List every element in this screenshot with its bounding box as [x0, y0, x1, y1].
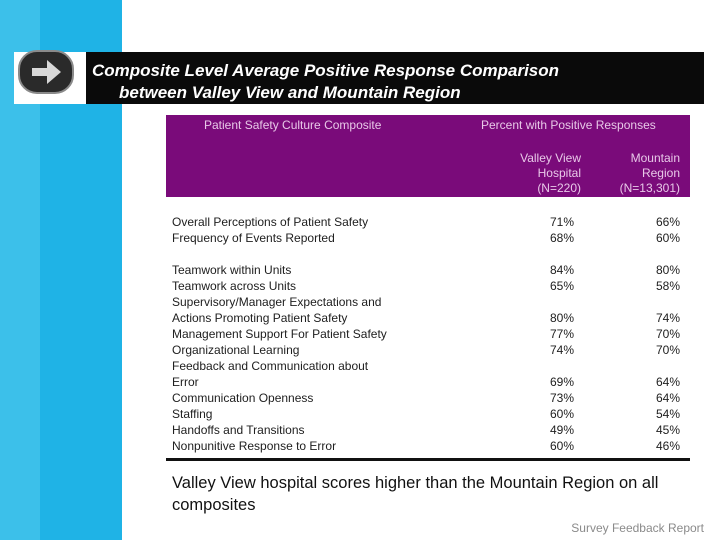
mountain-value: 46% [655, 439, 680, 453]
table-row [166, 422, 690, 438]
table-row [166, 358, 690, 374]
title-line-2: between Valley View and Mountain Region [119, 83, 461, 102]
mountain-value: 74% [655, 311, 680, 325]
table-row [166, 230, 690, 246]
slide-title [92, 60, 692, 104]
table-row [166, 326, 690, 342]
valley-value: 74% [549, 343, 574, 357]
header-mountain-line3: (N=13,301) [619, 181, 680, 195]
header-composite: Patient Safety Culture Composite [204, 118, 382, 132]
header-valley-line3: (N=220) [537, 181, 581, 195]
table-row [166, 406, 690, 422]
valley-value: 77% [549, 327, 574, 341]
mountain-value: 54% [655, 407, 680, 421]
comparison-table [166, 115, 690, 454]
title-line-1: Composite Level Average Positive Response Comparison [92, 61, 560, 80]
mountain-value: 64% [655, 375, 680, 389]
table-row [166, 214, 690, 230]
row-label: Organizational Learning [172, 343, 300, 357]
table-body [166, 214, 690, 454]
table-row [166, 390, 690, 406]
header-valley-line1: Valley View [520, 151, 581, 165]
valley-value: 73% [549, 391, 574, 405]
table-header [166, 115, 690, 197]
valley-value: 71% [549, 215, 574, 229]
table-row [166, 374, 690, 390]
mountain-value: 70% [655, 343, 680, 357]
row-label: Management Support For Patient Safety [172, 327, 387, 341]
row-label: Overall Perceptions of Patient Safety [172, 215, 369, 229]
mountain-value: 66% [655, 215, 680, 229]
mountain-value: 60% [655, 231, 680, 245]
header-valley-line2: Hospital [537, 166, 581, 180]
table-bottom-rule [166, 458, 690, 461]
header-valley-view [501, 151, 581, 196]
row-label: Handoffs and Transitions [172, 423, 305, 437]
header-mountain-line2: Region [641, 166, 680, 180]
row-spacer [166, 246, 690, 262]
row-label: Frequency of Events Reported [172, 231, 335, 245]
table-row [166, 262, 690, 278]
valley-value: 68% [549, 231, 574, 245]
row-label: Nonpunitive Response to Error [172, 439, 337, 453]
header-percent: Percent with Positive Responses [481, 118, 656, 132]
valley-value: 60% [549, 407, 574, 421]
valley-value: 69% [549, 375, 574, 389]
mountain-value: 70% [655, 327, 680, 341]
row-label: Feedback and Communication about [172, 359, 369, 373]
footer-label: Survey Feedback Report [571, 521, 704, 535]
row-label: Teamwork within Units [172, 263, 292, 277]
valley-value: 60% [549, 439, 574, 453]
mountain-value: 80% [655, 263, 680, 277]
valley-value: 65% [549, 279, 574, 293]
valley-value: 84% [549, 263, 574, 277]
row-label: Error [172, 375, 199, 389]
table-row [166, 342, 690, 358]
row-label: Staffing [172, 407, 213, 421]
row-label: Supervisory/Manager Expectations and [172, 295, 382, 309]
row-label: Teamwork across Units [172, 279, 297, 293]
valley-value: 80% [549, 311, 574, 325]
mountain-value: 58% [655, 279, 680, 293]
mountain-value: 45% [655, 423, 680, 437]
mountain-value: 64% [655, 391, 680, 405]
table-row [166, 438, 690, 454]
arrow-right-icon [18, 50, 74, 94]
row-label: Communication Openness [172, 391, 314, 405]
header-mountain-region [596, 151, 680, 196]
table-row [166, 294, 690, 310]
header-mountain-line1: Mountain [630, 151, 680, 165]
table-row [166, 310, 690, 326]
row-label: Actions Promoting Patient Safety [172, 311, 348, 325]
table-row [166, 278, 690, 294]
conclusion-text: Valley View hospital scores higher than the Mountain Region on all composites [172, 474, 659, 514]
valley-value: 49% [549, 423, 574, 437]
